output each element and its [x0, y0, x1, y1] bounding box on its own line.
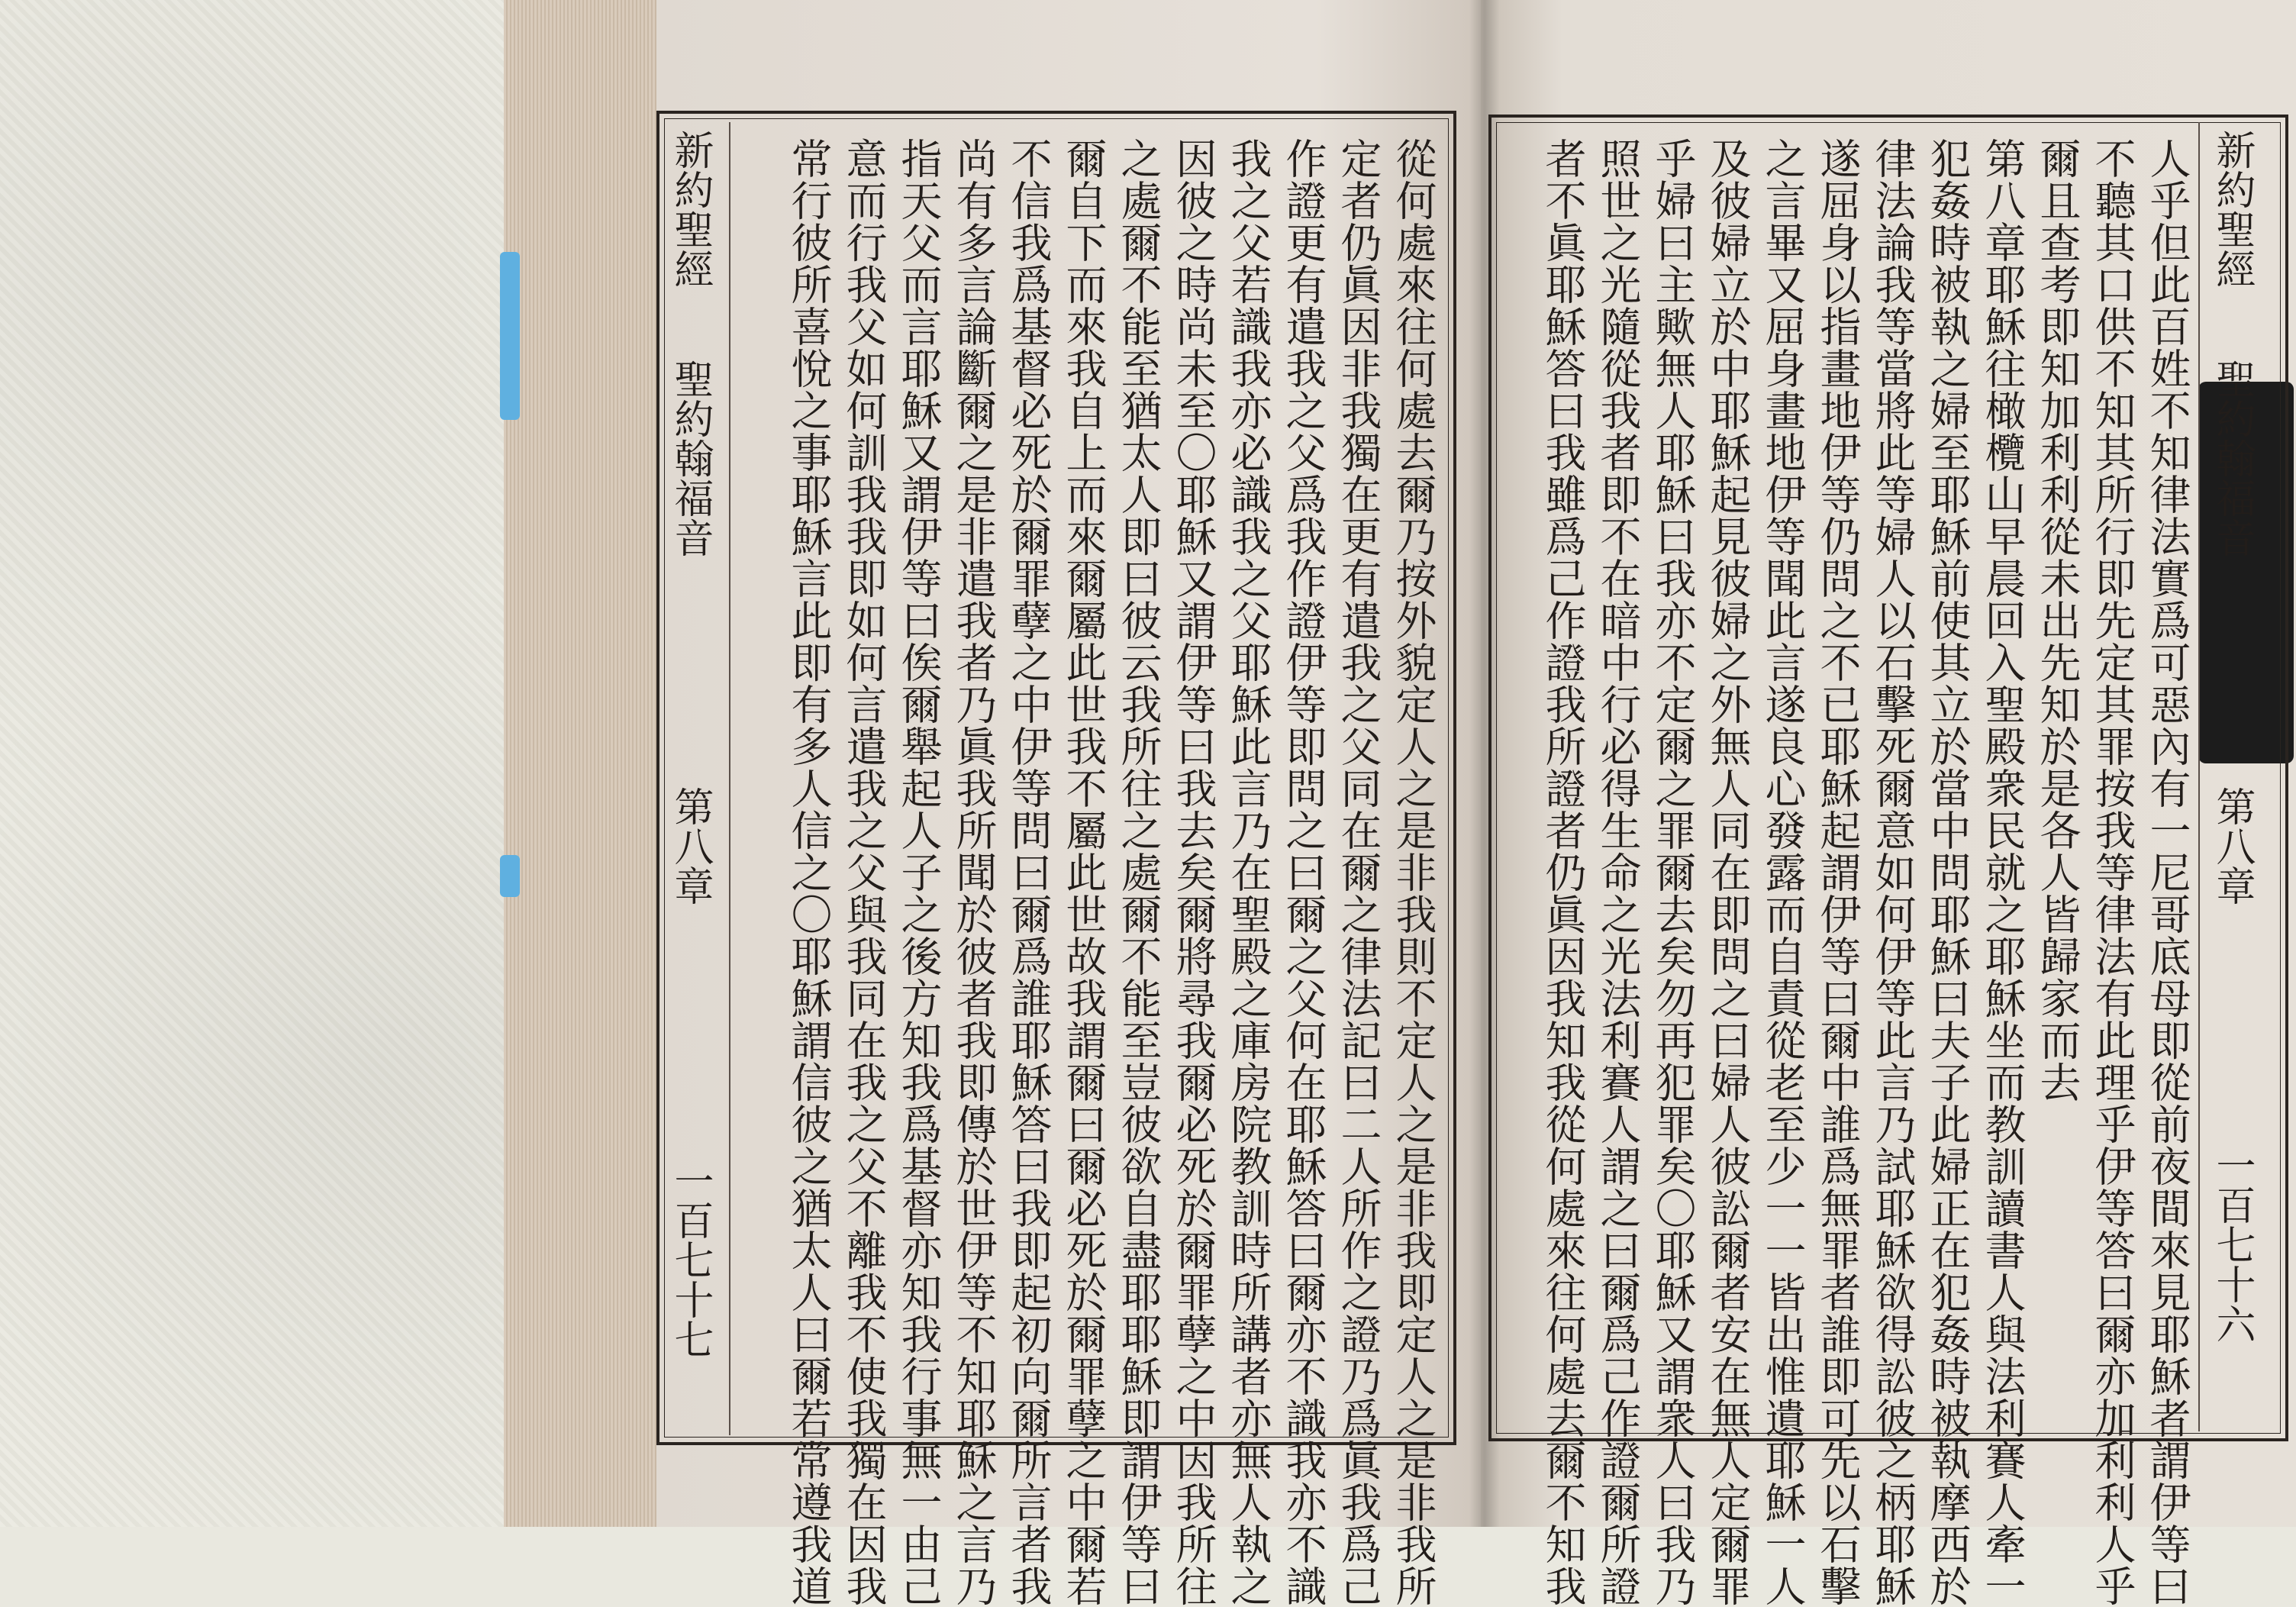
right-col-5: 犯姦時被執之婦至耶穌前使其立於當中問耶穌曰夫子此婦正在犯姦時被執摩西於 [1924, 137, 1972, 1607]
left-col-9: 尚有多言論斷爾之是非遣我者乃眞我所聞於彼者我即傳於世伊等不知耶穌之言乃 [950, 137, 998, 1607]
left-col-7: 爾自下而來我自上而來爾屬此世我不屬此世故我謂爾曰爾必死於爾罪孽之中爾若 [1059, 137, 1108, 1607]
left-col-8: 不信我爲基督必死於爾罪孽之中伊等問曰爾爲誰耶穌答曰我即起初向爾所言者我 [1004, 137, 1053, 1607]
right-page-chapter: 第八章 [2209, 786, 2255, 905]
right-col-1: 人乎但此百姓不知律法實爲可惡內有一尼哥底母即從前夜間來見耶穌者謂伊等曰 [2143, 137, 2191, 1607]
left-page-title: 新約聖經 [667, 130, 713, 289]
right-col-2: 不聽其口供不知其所行即先定其罪按我等律法有此理乎伊等答曰爾亦加利利人乎 [2088, 137, 2136, 1607]
blue-tab-upper [500, 252, 520, 420]
left-page-book: 聖約翰福音 [667, 359, 713, 557]
left-col-12: 常行彼所喜悅之事耶穌言此即有多人信之〇耶穌謂信彼之猶太人曰爾若常遵我道 [785, 137, 833, 1607]
cloth-background [0, 0, 534, 1527]
right-col-10: 乎婦曰主歟無人耶穌曰我亦不定爾之罪爾去矣勿再犯罪矣〇耶穌又謂衆人曰我乃 [1649, 137, 1697, 1607]
left-col-2: 定者仍眞因非我獨在更有遣我之父同在爾之律法記曰二人所作之證乃爲眞我爲己 [1334, 137, 1382, 1607]
page-edges [504, 0, 656, 1527]
left-header-rule [729, 122, 730, 1435]
right-col-6: 律法論我等當將此等婦人以石擊死爾意如何伊等此言乃試耶穌欲得訟彼之柄耶穌 [1869, 137, 1917, 1607]
left-col-4: 我之父若識我亦必識我之父耶穌此言乃在聖殿之庫房院教訓時所講者亦無人執之 [1224, 137, 1272, 1607]
left-page-chapter: 第八章 [667, 786, 713, 905]
left-col-6: 之處爾不能至猶太人即曰彼云我所往之處爾不能至豈彼欲自盡耶耶穌即謂伊等曰 [1114, 137, 1163, 1607]
right-col-12: 者不眞耶穌答曰我雖爲己作證我所證者仍眞因我知我從何處來往何處去爾不知我 [1539, 137, 1587, 1607]
left-col-11: 意而行我父如何訓我我即如何言遣我之父與我同在我之父不離我不使我獨在因我 [840, 137, 888, 1607]
left-col-10: 指天父而言耶穌又謂伊等曰俟爾舉起人子之後方知我爲基督亦知我行事無一由己 [895, 137, 943, 1607]
right-page-number: 一百七十六 [2209, 1145, 2255, 1344]
left-col-3: 作證更有遣我之父爲我作證伊等即問之曰爾之父何在耶穌答曰爾亦不識我亦不識 [1279, 137, 1327, 1607]
right-col-11: 照世之光隨從我者即不在暗中行必得生命之光法利賽人謂之曰爾爲己作證爾所證 [1594, 137, 1642, 1607]
left-col-1: 從何處來往何處去爾乃按外貌定人之是非我則不定人之是非我即定人之是非我所 [1389, 137, 1437, 1607]
right-header-rule [2198, 122, 2200, 1431]
right-col-3: 爾且查考即知加利利從未出先知於是各人皆歸家而去 [2033, 137, 2082, 1103]
left-page-number: 一百七十七 [667, 1160, 713, 1359]
blue-tab-lower [500, 855, 520, 897]
right-col-9: 及彼婦立於中耶穌起見彼婦之外無人同在即問之曰婦人彼訟爾者安在無人定爾罪 [1704, 137, 1752, 1607]
right-col-4: 第八章耶穌往橄欖山早晨回入聖殿衆民就之耶穌坐而教訓讀書人與法利賽人牽一 [1978, 137, 2027, 1607]
right-page-book: 聖約翰福音 [2209, 359, 2255, 557]
right-col-8: 之言畢又屈身畫地伊等聞此言遂良心發露而自責從老至少一一皆出惟遺耶穌一人 [1759, 137, 1807, 1607]
right-col-7: 遂屈身以指畫地伊等仍問之不已耶穌起謂伊等曰爾中誰爲無罪者誰即可先以石擊 [1814, 137, 1862, 1607]
left-col-5: 因彼之時尚未至〇耶穌又謂伊等曰我去矣爾將尋我爾必死於爾罪孽之中因我所往 [1169, 137, 1217, 1607]
right-page-title: 新約聖經 [2209, 130, 2255, 289]
